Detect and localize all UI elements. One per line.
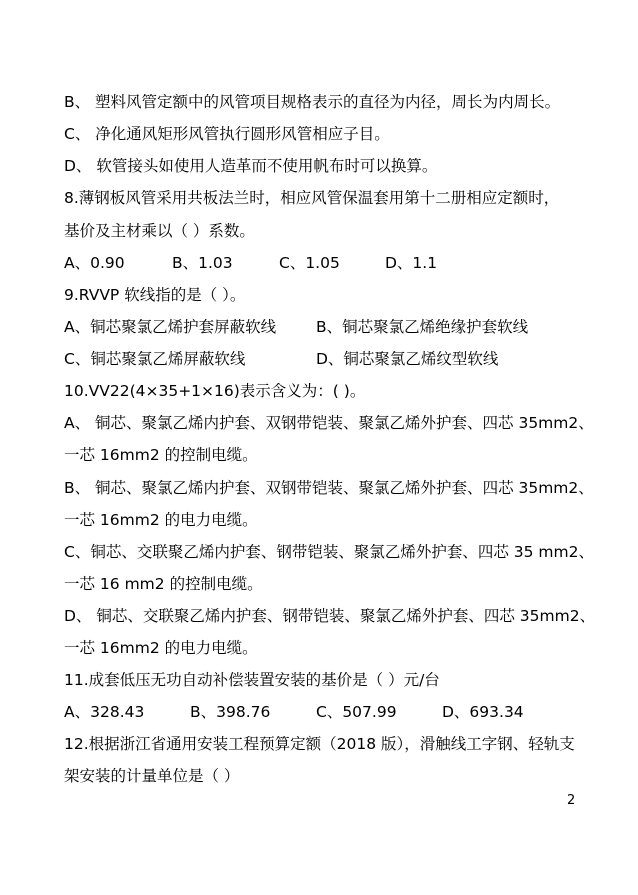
q11-option-b: B、398.76	[190, 703, 271, 721]
question-12-line-2: 架安装的计量单位是（ ）	[64, 767, 240, 785]
question-9-text: 9.RVVP 软线指的是（ ）。	[64, 286, 246, 304]
q8-option-a: A、0.90	[64, 254, 125, 272]
q10-option-a-line-2: 一芯 16mm2 的控制电缆。	[64, 446, 258, 464]
q11-option-c: C、507.99	[316, 703, 397, 721]
q8-option-c: C、1.05	[279, 254, 340, 272]
q9-option-a: A、铜芯聚氯乙烯护套屏蔽软线	[64, 318, 277, 336]
question-8-line-2: 基价及主材乘以（ ）系数。	[64, 222, 255, 240]
option-d-text: D、 软管接头如使用人造革而不使用帆布时可以换算。	[64, 157, 438, 175]
q10-option-a-line-1: A、 铜芯、聚氯乙烯内护套、双钢带铠装、聚氯乙烯外护套、四芯 35mm2、	[64, 414, 594, 432]
option-b-text: B、 塑料风管定额中的风管项目规格表示的直径为内径，周长为内周长。	[64, 93, 561, 111]
q10-option-d-line-2: 一芯 16mm2 的电力电缆。	[64, 639, 258, 657]
q9-option-d: D、铜芯聚氯乙烯纹型软线	[316, 350, 499, 368]
q10-option-c-line-1: C、铜芯、交联聚乙烯内护套、钢带铠装、聚氯乙烯外护套、四芯 35 mm2、	[64, 543, 594, 561]
q10-option-d-line-1: D、 铜芯、交联聚乙烯内护套、钢带铠装、聚氯乙烯外护套、四芯 35mm2、	[64, 607, 596, 625]
q11-option-a: A、328.43	[64, 703, 145, 721]
q9-option-b: B、铜芯聚氯乙烯绝缘护套软线	[316, 318, 529, 336]
q8-option-d: D、1.1	[385, 254, 438, 272]
q10-option-b-line-2: 一芯 16mm2 的电力电缆。	[64, 511, 258, 529]
q9-option-c: C、铜芯聚氯乙烯屏蔽软线	[64, 350, 246, 368]
question-11-text: 11.成套低压无功自动补偿装置安装的基价是（ ）元/台	[64, 671, 440, 689]
q8-option-b: B、1.03	[172, 254, 233, 272]
question-8-line-1: 8.薄钢板风管采用共板法兰时，相应风管保温套用第十二册相应定额时，	[64, 189, 560, 207]
q10-option-b-line-1: B、 铜芯、聚氯乙烯内护套、双钢带铠装、聚氯乙烯外护套、四芯 35mm2、	[64, 479, 594, 497]
q10-option-c-line-2: 一芯 16 mm2 的控制电缆。	[64, 575, 263, 593]
page-number: 2	[567, 793, 576, 808]
question-12-line-1: 12.根据浙江省通用安装工程预算定额（2018 版），滑触线工字钢、轻轨支	[64, 735, 575, 753]
option-c-text: C、 净化通风矩形风管执行圆形风管相应子目。	[64, 125, 390, 143]
q11-option-d: D、693.34	[442, 703, 524, 721]
question-10-text: 10.VV22(4×35+1×16)表示含义为：( )。	[64, 382, 366, 400]
